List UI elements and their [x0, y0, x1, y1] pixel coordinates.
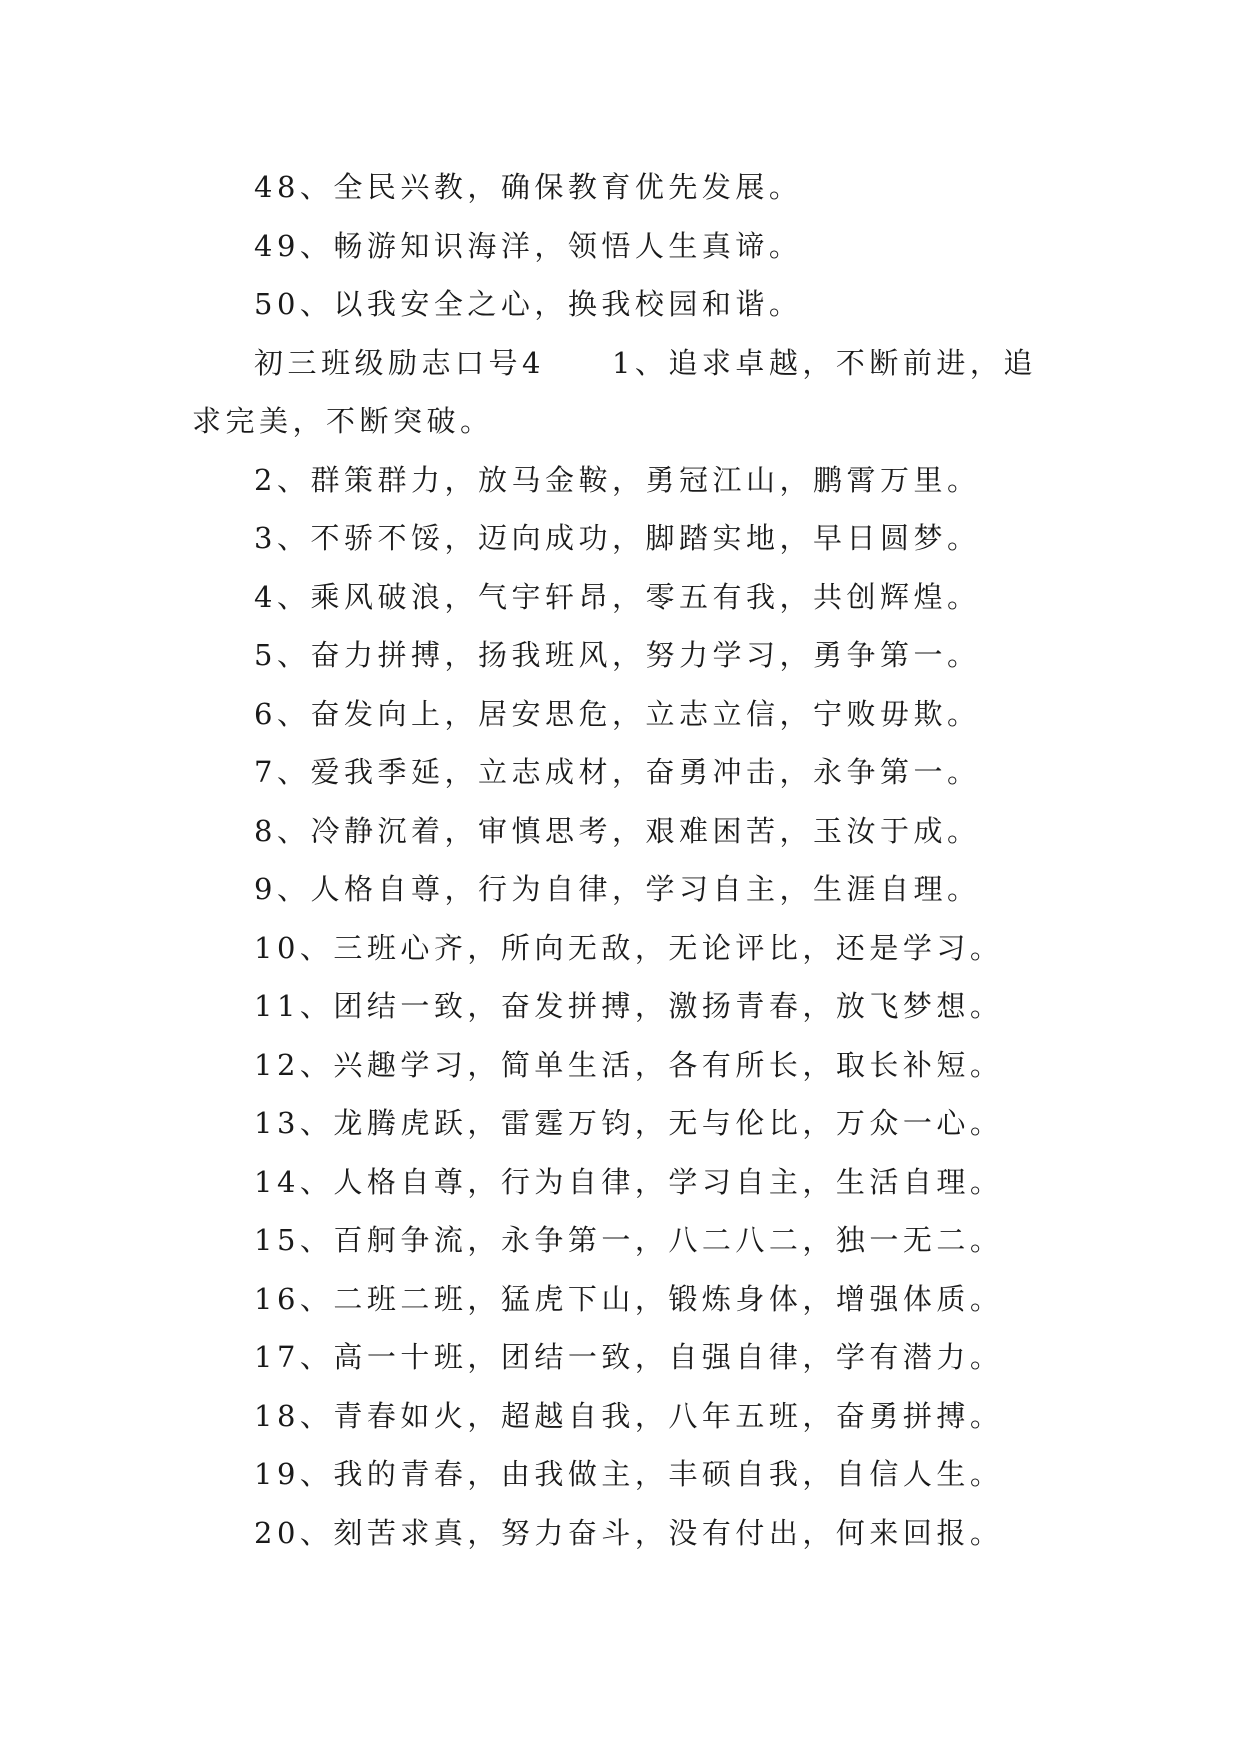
paragraph-5: 5、奋力拼搏，扬我班风，努力学习，勇争第一。 [254, 638, 981, 672]
body-text [192, 158, 1052, 1562]
paragraph-13: 13、龙腾虎跃，雷霆万钧，无与伦比，万众一心。 [254, 1106, 1004, 1140]
section-heading-paragraph: 初三班级励志口号4 1、追求卓越，不断前进，追求完美，不断突破。 [192, 345, 1037, 438]
paragraph-10: 10、三班心齐，所向无敌，无论评比，还是学习。 [254, 930, 1004, 965]
paragraph-2: 2、群策群力，放马金鞍，勇冠江山，鹏霄万里。 [254, 462, 981, 497]
paragraph-4: 4、乘风破浪，气宇轩昂，零五有我，共创辉煌。 [254, 579, 981, 614]
paragraph-17: 17、高一十班，团结一致，自强自律，学有潜力。 [254, 1340, 1004, 1374]
paragraph-48: 48、全民兴教，确保教育优先发展。 [254, 170, 803, 204]
paragraph-20: 20、刻苦求真，努力奋斗，没有付出，何来回报。 [254, 1515, 1004, 1550]
paragraph-19: 19、我的青春，由我做主，丰硕自我，自信人生。 [254, 1457, 1004, 1491]
paragraph-9: 9、人格自尊，行为自律，学习自主，生涯自理。 [254, 872, 981, 906]
paragraph-18: 18、青春如火，超越自我，八年五班，奋勇拼搏。 [254, 1398, 1004, 1433]
paragraph-12: 12、兴趣学习，简单生活，各有所长，取长补短。 [254, 1047, 1004, 1082]
paragraph-16: 16、二班二班，猛虎下山，锻炼身体，增强体质。 [254, 1281, 1004, 1316]
paragraph-11: 11、团结一致，奋发拼搏，激扬青春，放飞梦想。 [254, 989, 1004, 1023]
paragraph-49: 49、畅游知识海洋，领悟人生真谛。 [254, 228, 803, 263]
paragraph-14: 14、人格自尊，行为自律，学习自主，生活自理。 [254, 1164, 1004, 1199]
paragraph-3: 3、不骄不馁，迈向成功，脚踏实地，早日圆梦。 [254, 521, 981, 555]
paragraph-50: 50、以我安全之心，换我校园和谐。 [254, 287, 803, 321]
paragraph-6: 6、奋发向上，居安思危，立志立信，宁败毋欺。 [254, 696, 981, 731]
paragraph-8: 8、冷静沉着，审慎思考，艰难困苦，玉汝于成。 [254, 813, 981, 848]
paragraph-15: 15、百舸争流，永争第一，八二八二，独一无二。 [254, 1223, 1004, 1257]
paragraph-7: 7、爱我季延，立志成材，奋勇冲击，永争第一。 [254, 755, 981, 789]
